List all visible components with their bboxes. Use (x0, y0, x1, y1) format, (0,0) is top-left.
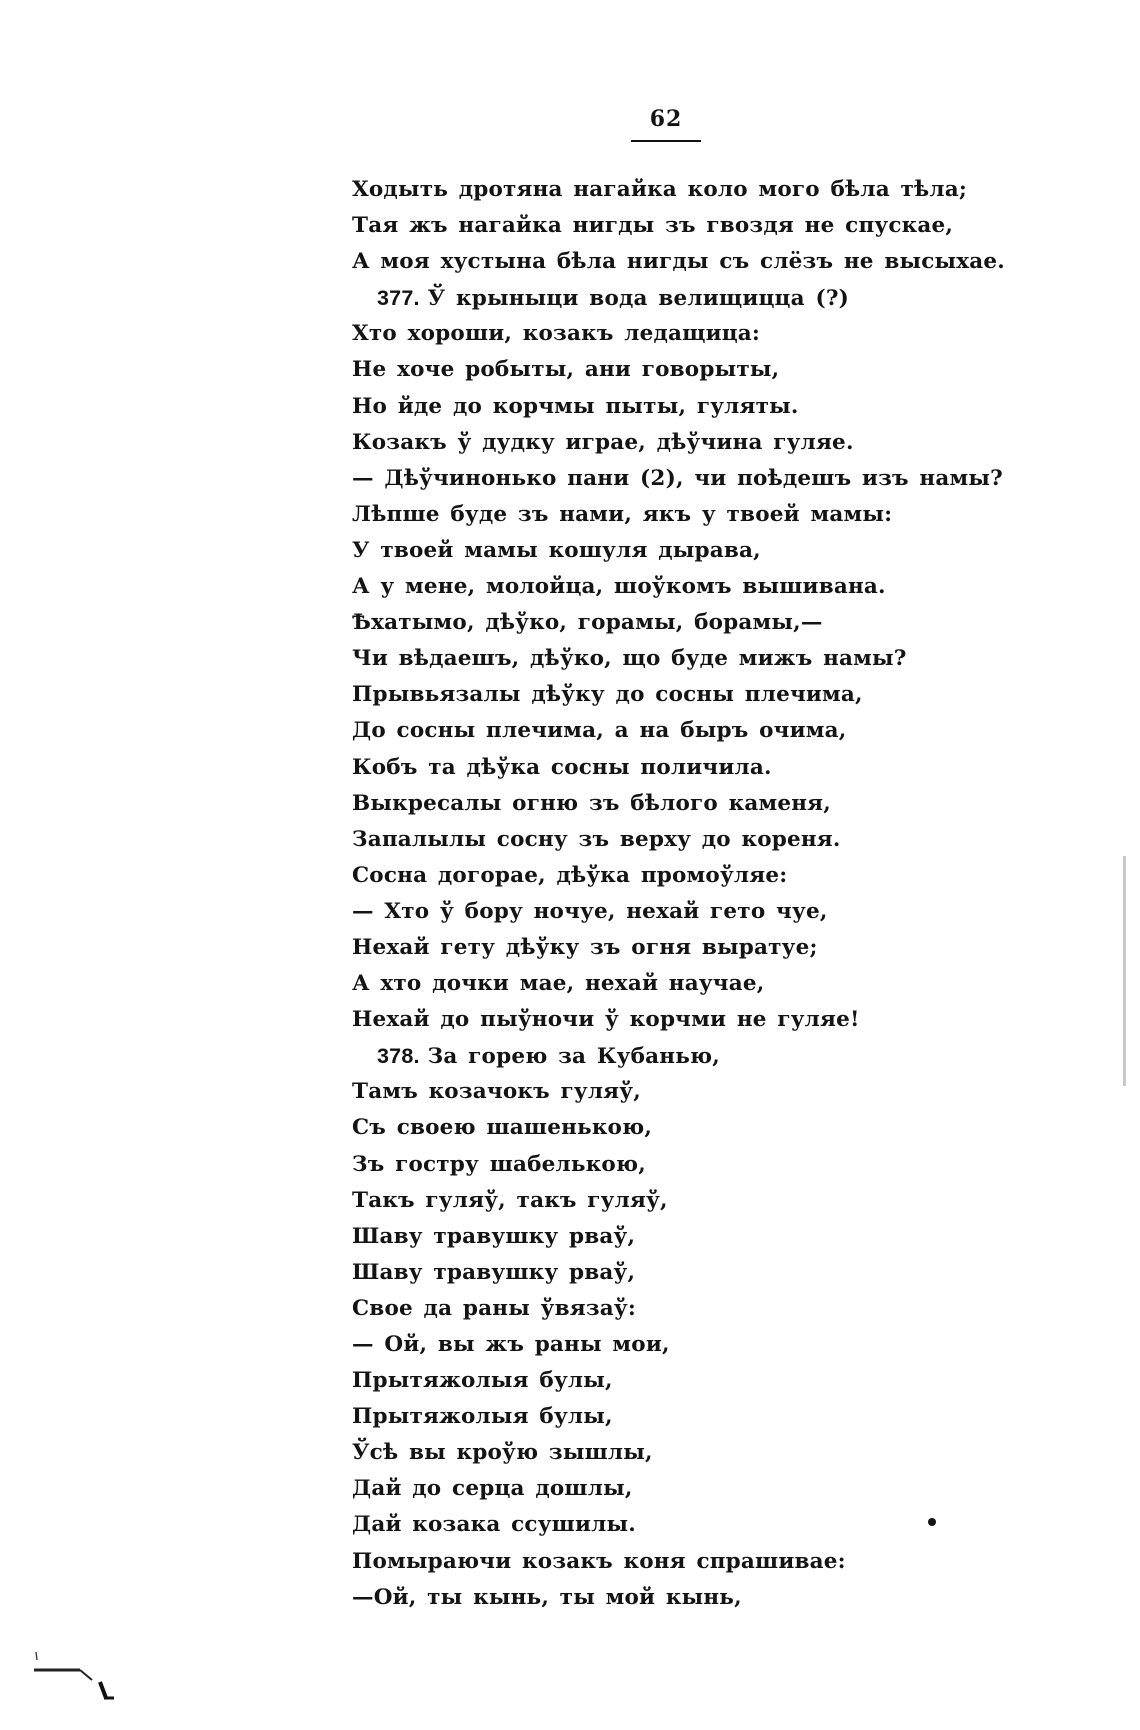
text-line (352, 1435, 982, 1471)
line-text: Прытяжолыя булы, (352, 1404, 613, 1430)
line-text: Тая жъ нагайка нигды зъ гвоздя не спускае, (352, 213, 954, 239)
text-line (352, 280, 982, 316)
line-text: Кобъ та дѣўка сосны поличила. (352, 754, 772, 780)
line-text: А хто дочки мае, нехай научае, (352, 971, 765, 997)
line-text: Но йде до корчмы пыты, гуляты. (352, 393, 799, 419)
ink-dot (928, 1518, 936, 1526)
line-text: Чи вѣдаешъ, дѣўко, що буде мижъ намы? (352, 646, 907, 672)
line-text: Ходыть дротяна нагайка коло мого бѣла тѣла; (352, 177, 967, 202)
line-text: Козакъ ў дудку играе, дѣўчина гуляе. (352, 429, 854, 455)
line-text: А у мене, молойца, шоўкомъ вышивана. (352, 574, 886, 600)
text-line (352, 1219, 982, 1255)
text-line (352, 208, 982, 244)
text-line (352, 605, 982, 641)
line-text: Нехай до пыўночи ў корчми не гуляе! (352, 1007, 860, 1033)
line-text: Выкресалы огню зъ бѣлого каменя, (352, 790, 831, 816)
line-text: Такъ гуляў, такъ гуляў, (352, 1187, 668, 1213)
text-line (352, 930, 982, 966)
text-line (352, 858, 982, 894)
text-line (352, 1074, 982, 1110)
line-text: За горею за Кубанью, (427, 1044, 720, 1070)
text-line (352, 1507, 982, 1543)
verse-number: 378. (377, 1044, 420, 1069)
text-line (352, 894, 982, 930)
line-text: Свое да раны ўвязаў: (352, 1295, 636, 1321)
scan-corner-mark (30, 1640, 150, 1700)
line-text: Дай до серца дошлы, (352, 1476, 633, 1502)
text-line (352, 1183, 982, 1219)
text-line (352, 425, 982, 461)
line-text: А моя хустына бѣла нигды съ слёзъ не высыхае. (352, 249, 1005, 275)
line-text: Ѣхатымо, дѣўко, горамы, борамы,— (352, 610, 823, 636)
text-line (352, 461, 1003, 497)
text-line (352, 1255, 982, 1291)
line-text: Ўсѣ вы кроўю зышлы, (352, 1440, 653, 1466)
text-line (352, 1580, 982, 1616)
text-line (352, 822, 982, 858)
text-line (352, 1327, 982, 1363)
line-text: Прывьязалы дѣўку до сосны плечима, (352, 682, 863, 708)
line-text: Шаву травушку рваў, (352, 1223, 636, 1249)
line-text: Лѣпше буде зъ нами, якъ у твоей мамы: (352, 501, 893, 527)
text-line (352, 1544, 982, 1580)
text-line (352, 316, 982, 352)
text-line (352, 1002, 982, 1038)
text-line (352, 497, 982, 533)
text-line (352, 1471, 982, 1507)
line-text: Тамъ козачокъ гуляў, (352, 1079, 641, 1105)
verse-text (352, 172, 1005, 1616)
line-text: Запалылы сосну зъ верху до кореня. (352, 826, 841, 852)
line-text: Дай козака ссушилы. (352, 1512, 636, 1538)
text-line (352, 389, 982, 425)
text-line (352, 1038, 982, 1074)
text-line (352, 1291, 982, 1327)
page-number: 62 (649, 106, 683, 132)
line-text: У твоей мамы кошуля дырава, (352, 537, 761, 563)
line-text: Помыраючи козакъ коня спрашивае: (352, 1548, 846, 1574)
text-line (352, 1399, 982, 1435)
line-text: Хто хороши, козакъ ледащица: (352, 321, 761, 347)
line-text: До сосны плечима, а на быръ очима, (352, 718, 847, 744)
line-text: Ў крыныци вода велищицца (?) (427, 286, 849, 312)
verse-number: 377. (377, 286, 420, 311)
text-line (352, 569, 982, 605)
line-text: — Ой, вы жъ раны мои, (352, 1332, 670, 1357)
text-line (352, 677, 982, 713)
text-line (352, 1363, 982, 1399)
line-text: Съ своею шашенькою, (352, 1115, 653, 1141)
text-line (352, 966, 982, 1002)
line-text: Шаву травушку рваў, (352, 1259, 636, 1285)
scan-edge-mark (1123, 856, 1126, 1086)
text-line (352, 1110, 982, 1146)
text-line (352, 172, 982, 208)
line-text: Нехай гету дѣўку зъ огня выратуе; (352, 934, 818, 960)
text-line (352, 641, 982, 677)
line-text: —Ой, ты кынь, ты мой кынь, (352, 1584, 742, 1610)
text-line (352, 244, 1005, 280)
line-text: — Хто ў бору ночуе, нехай гето чуе, (352, 898, 828, 924)
text-line (352, 533, 982, 569)
page-number-rule (631, 140, 701, 142)
line-text: Сосна догорае, дѣўка промоўляе: (352, 862, 788, 888)
line-text: — Дѣўчинонько пани (2), чи поѣдешъ изъ намы? (352, 465, 1003, 491)
line-text: Зъ гостру шабелькою, (352, 1151, 646, 1177)
line-text: Прытяжолыя булы, (352, 1368, 613, 1394)
line-text: Не хоче робыты, ани говорыты, (352, 357, 780, 383)
text-line (352, 750, 982, 786)
text-line (352, 1147, 982, 1183)
text-line (352, 352, 982, 388)
text-line (352, 713, 982, 749)
text-line (352, 786, 982, 822)
